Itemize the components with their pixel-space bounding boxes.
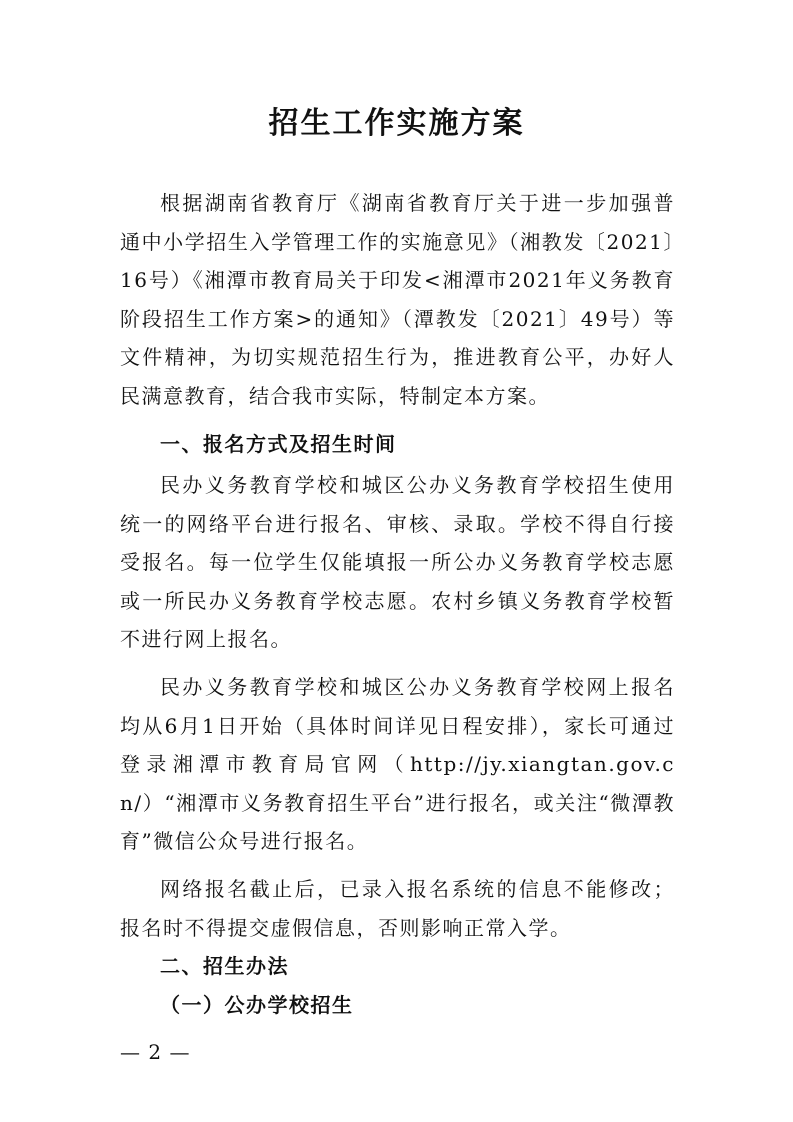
section-heading-registration: 一、报名方式及招生时间 xyxy=(160,432,397,456)
section-heading-admission-methods: 二、招生办法 xyxy=(160,954,289,978)
intro-paragraph: 根据湖南省教育厅《湖南省教育厅关于进一步加强普通中小学招生入学管理工作的实施意见》（湘教发〔2021〕16号）《湘潭市教育局关于印发<湘潭市2021年义务教育阶段招生工作方案>的通知》（潭教发〔2021〕49号）等文件精神，为切实规范招生行为，推进教育公平，办好人民满意教育，结合我市实际，特制定本方案。 xyxy=(120,191,675,408)
page-title: 招生工作实施方案 xyxy=(268,106,525,141)
registration-deadline-paragraph: 网络报名截止后，已录入报名系统的信息不能修改；报名时不得提交虚假信息，否则影响正常入学。 xyxy=(120,877,675,940)
registration-platform-paragraph: 民办义务教育学校和城区公办义务教育学校招生使用统一的网络平台进行报名、审核、录取。学校不得自行接受报名。每一位学生仅能填报一所公办义务教育学校志愿或一所民办义务教育学校志愿。农村乡镇义务教育学校暂不进行网上报名。 xyxy=(120,473,675,652)
page-number: — 2 — xyxy=(120,1040,191,1064)
registration-date-paragraph: 民办义务教育学校和城区公办义务教育学校网上报名均从6月1日开始（具体时间详见日程安排），家长可通过登录湘潭市教育局官网（http://jy.xiangtan.gov.cn/）“湘潭市义务教育招生平台”进行报名，或关注“微潭教育”微信公众号进行报名。 xyxy=(120,675,675,854)
subsection-heading-public-schools: （一）公办学校招生 xyxy=(160,993,354,1017)
